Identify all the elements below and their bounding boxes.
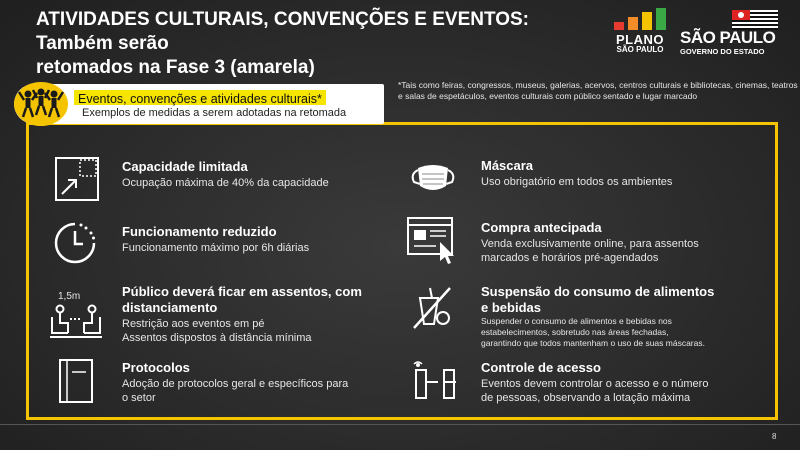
distance-label: 1,5m xyxy=(58,291,81,302)
plano-logo-text: PLANO xyxy=(616,32,664,47)
protocolos-text-line-1: Adoção de protocolos geral e específicos para xyxy=(122,378,349,390)
plano-sao-paulo-logo xyxy=(608,8,672,52)
publico-title-line-2: distanciamento xyxy=(122,300,218,315)
clock-icon xyxy=(52,220,98,266)
footer-divider xyxy=(0,424,800,425)
consumo-text-line-3: garantindo que todos mantenham o uso de suas máscaras. xyxy=(481,338,705,348)
mascara-text: Uso obrigatório em todos os ambientes xyxy=(481,176,673,188)
document-icon xyxy=(58,358,94,404)
sp-logo-text: SÃO PAULO xyxy=(680,28,776,47)
controle-text-line-2: de pessoas, observando a lotação máxima xyxy=(481,392,691,404)
seated-distance-icon xyxy=(48,303,104,341)
banner-heading: Eventos, convenções e atividades culturais* xyxy=(78,92,322,106)
protocolos-text-line-2: o setor xyxy=(122,392,156,404)
consumo-title-line-2: e bebidas xyxy=(481,300,541,315)
plano-bars-icon xyxy=(612,8,670,30)
consumo-text-line-1: Suspender o consumo de alimentos e bebidas nos xyxy=(481,316,672,326)
page-number: 8 xyxy=(772,432,777,441)
funcionamento-title: Funcionamento reduzido xyxy=(122,224,277,239)
turnstile-icon xyxy=(412,360,462,400)
footnote: *Tais como feiras, congressos, museus, galerias, acervos, centros culturais e bibliotecas, cinemas, teatros e salas de espetáculos, eventos culturais com público sentado e lugar marcado xyxy=(398,80,798,101)
banner-heading-highlight xyxy=(74,90,326,105)
compra-text-line-1: Venda exclusivamente online, para assentos xyxy=(481,238,699,250)
publico-text-line-2: Assentos dispostos à distância mínima xyxy=(122,332,312,344)
section-banner xyxy=(14,84,384,124)
funcionamento-text: Funcionamento máximo por 6h diárias xyxy=(122,242,310,254)
compra-text-line-2: marcados e horários pré-agendados xyxy=(481,252,659,264)
capacity-text: Ocupação máxima de 40% da capacidade xyxy=(122,177,329,189)
page-title xyxy=(36,8,596,80)
title-line-1: ATIVIDADES CULTURAIS, CONVENÇÕES E EVENTOS: Também serão xyxy=(36,9,529,54)
no-food-icon xyxy=(410,284,454,332)
capacity-title: Capacidade limitada xyxy=(122,159,248,174)
governo-sp-logo xyxy=(680,10,780,54)
protocolos-title: Protocolos xyxy=(122,360,190,375)
plano-logo-subtext: SÃO PAULO xyxy=(616,45,664,54)
mask-icon xyxy=(408,158,458,198)
sp-flag-icon xyxy=(732,10,778,30)
publico-title-line-1: Público deverá ficar em assentos, com xyxy=(122,284,362,299)
online-purchase-icon xyxy=(406,216,460,266)
mascara-title: Máscara xyxy=(481,158,534,173)
banner-subheading: Exemplos de medidas a serem adotadas na retomada xyxy=(82,107,347,119)
people-icon xyxy=(14,82,68,126)
title-line-2: retomados na Fase 3 (amarela) xyxy=(36,57,315,78)
sp-logo-subtext: GOVERNO DO ESTADO xyxy=(680,47,765,56)
controle-title: Controle de acesso xyxy=(481,360,601,375)
capacity-icon xyxy=(54,156,100,202)
consumo-title-line-1: Suspensão do consumo de alimentos xyxy=(481,284,715,299)
controle-text-line-1: Eventos devem controlar o acesso e o número xyxy=(481,378,709,390)
consumo-text-line-2: estabelecimentos, sobretudo nas áreas fechadas, xyxy=(481,327,669,337)
compra-title: Compra antecipada xyxy=(481,220,602,235)
publico-text-line-1: Restrição aos eventos em pé xyxy=(122,318,265,330)
